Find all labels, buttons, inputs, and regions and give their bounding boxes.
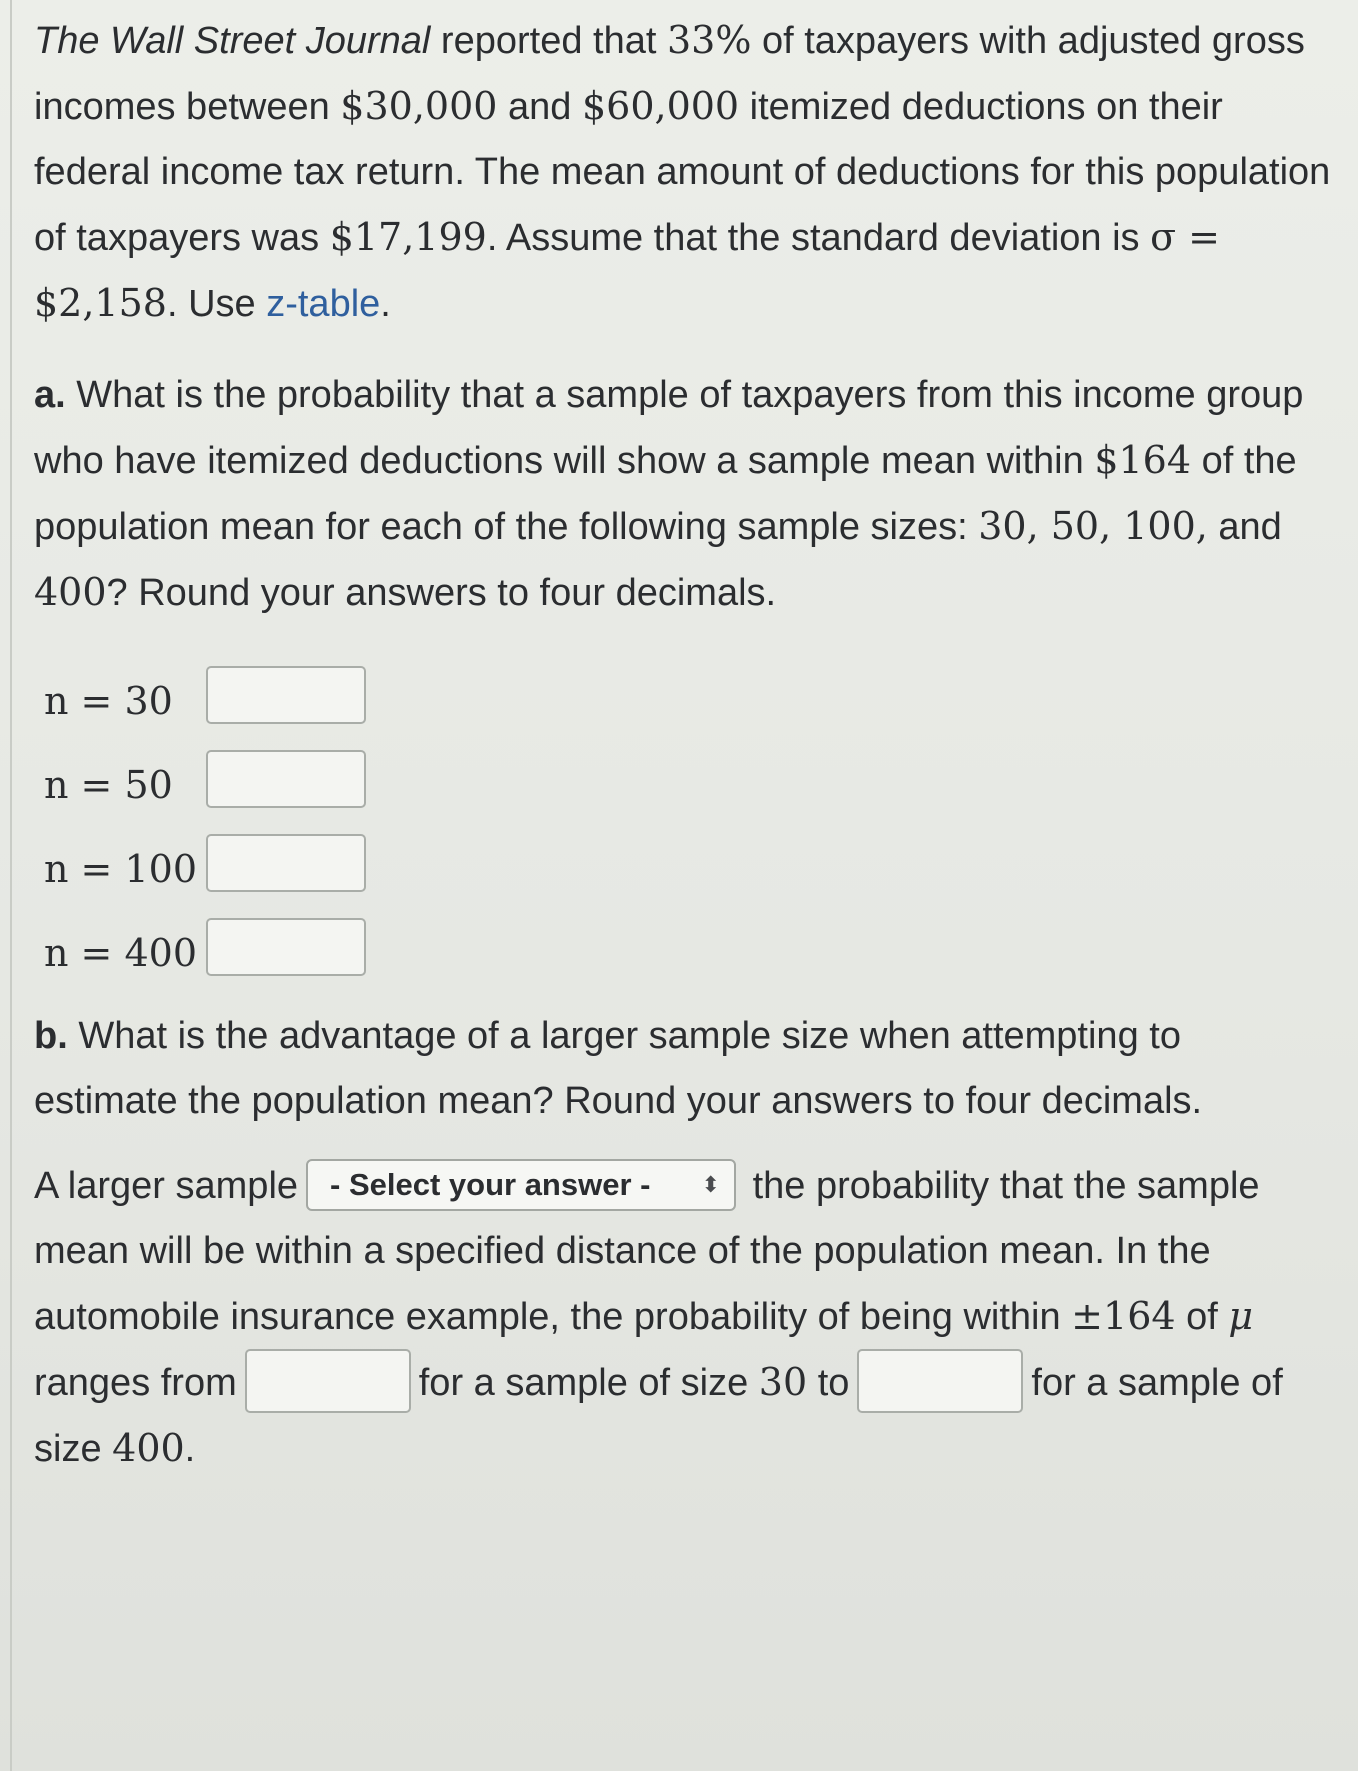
part-a-label: a.	[34, 374, 66, 416]
sample-size-label: n = 30	[44, 679, 173, 723]
select-placeholder: - Select your answer -	[330, 1166, 651, 1202]
part-a-text: What is the probability that a sample of taxpayers from this income group who have itemized deductions will show a sample mean within	[34, 374, 1304, 482]
sample-size-last: 400	[34, 570, 107, 614]
intro-text: reported that	[430, 20, 667, 62]
mean-value: $17,199	[329, 215, 487, 259]
part-b-text: for a sample of size	[34, 1362, 1283, 1470]
sample-size-label: n = 400	[44, 931, 198, 975]
intro-text: and	[497, 86, 582, 128]
sample-size-label: n = 50	[44, 763, 173, 807]
part-b-answer	[34, 1154, 1334, 1482]
sample-size-400: 400	[112, 1426, 185, 1470]
answer-input-n400[interactable]	[206, 918, 366, 976]
problem-intro	[34, 8, 1334, 337]
part-a-text: ? Round your answers to four decimals.	[106, 572, 777, 614]
within-amount: $164	[1094, 438, 1192, 482]
probability-input-n30[interactable]	[245, 1349, 411, 1413]
sample-sizes: 30, 50, 100,	[978, 504, 1208, 548]
answer-select[interactable]	[306, 1159, 736, 1211]
part-b-text: ranges from	[34, 1362, 237, 1404]
part-b-text: for a sample of size	[418, 1362, 759, 1404]
intro-text: of taxpayers with adjusted gross incomes between	[34, 20, 1305, 128]
sample-size-label: n = 100	[44, 847, 198, 891]
z-table-link[interactable]: z-table	[266, 283, 381, 325]
part-b-question	[34, 1004, 1334, 1134]
intro-text: . Assume that the standard deviation is	[486, 217, 1151, 259]
question-content	[34, 8, 1334, 1482]
plus-minus-value: ±164	[1071, 1294, 1176, 1338]
left-border-line	[10, 0, 12, 1771]
mu-symbol: μ	[1228, 1294, 1254, 1338]
select-arrows-icon: ⬍	[701, 1171, 721, 1197]
part-b-text: .	[184, 1428, 196, 1470]
part-b-text: the probability that the sample mean will be within a specified distance of the population mean. In the automobile insurance example, the probability of being within	[34, 1165, 1260, 1338]
part-b-text: to	[807, 1362, 850, 1404]
part-a-question	[34, 363, 1334, 626]
sample-size-30: 30	[758, 1360, 808, 1404]
sigma-value: σ = $2,158	[34, 215, 1220, 325]
income-high: $60,000	[581, 84, 740, 128]
percent-value: 33%	[666, 18, 752, 62]
part-b-text: of	[1175, 1296, 1229, 1338]
part-a-text: of the population mean for each of the following sample sizes:	[34, 440, 1297, 548]
answer-input-n30[interactable]	[206, 666, 366, 724]
part-b-text: A larger sample	[34, 1165, 299, 1207]
intro-text: .	[380, 283, 391, 325]
intro-text: . Use	[166, 283, 267, 325]
intro-text: itemized deductions on their federal income tax return. The mean amount of deductions for this population of taxpayers was	[34, 86, 1331, 259]
income-low: $30,000	[340, 84, 498, 128]
probability-input-n400[interactable]	[857, 1349, 1023, 1413]
answer-input-n50[interactable]	[206, 750, 366, 808]
part-a-text: and	[1207, 506, 1282, 548]
part-b-label: b.	[34, 1015, 68, 1057]
answer-input-n100[interactable]	[206, 834, 366, 892]
source-name: The Wall Street Journal	[34, 20, 431, 62]
part-b-text: What is the advantage of a larger sample size when attempting to estimate the population mean? Round your answers to four decimals.	[34, 1015, 1203, 1122]
answer-rows	[34, 666, 1334, 986]
